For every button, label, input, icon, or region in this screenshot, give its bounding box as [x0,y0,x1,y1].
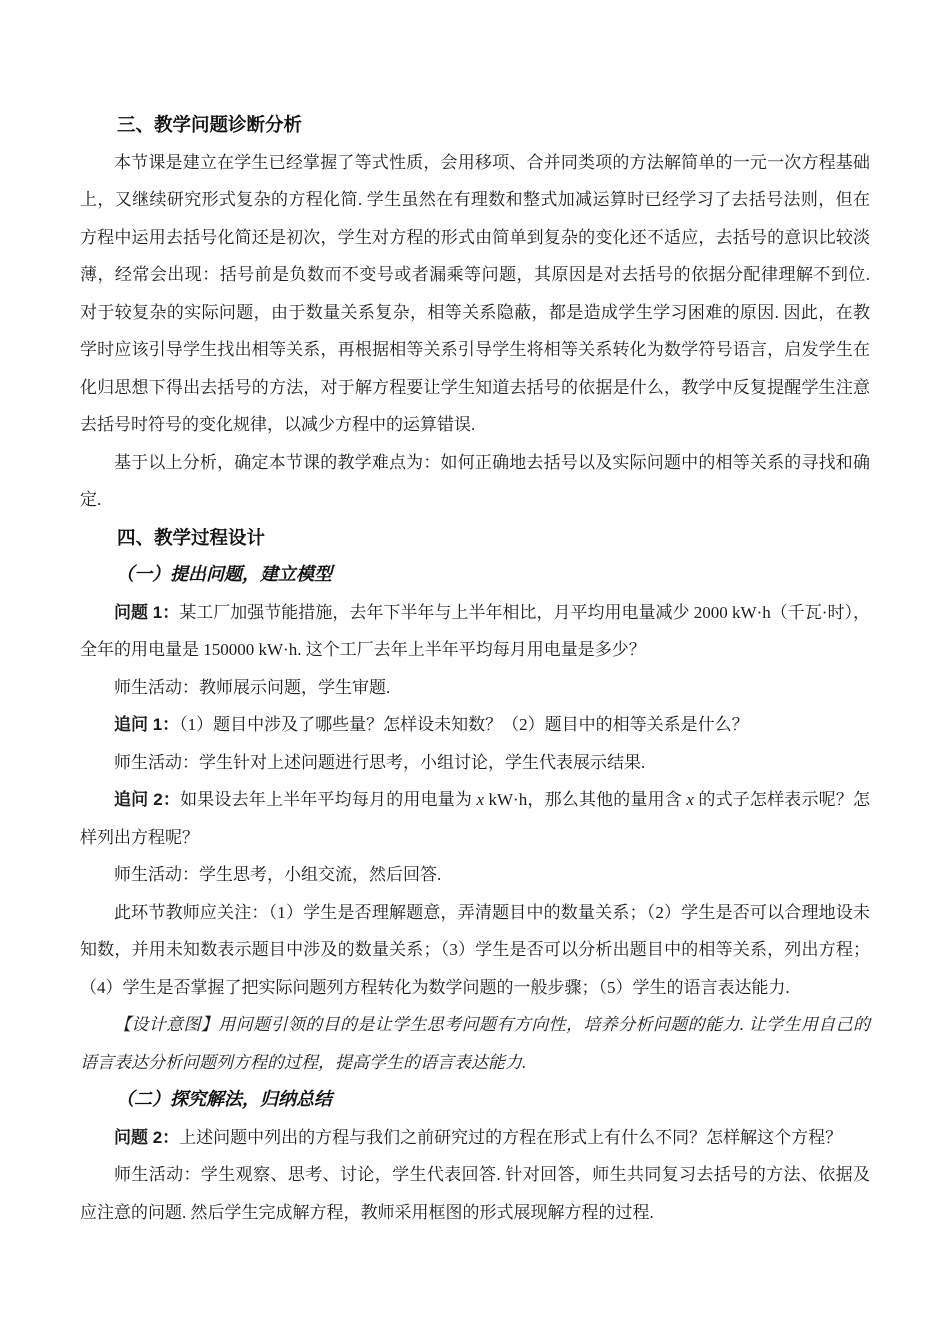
para-teacher-focus-run-0: 此环节教师应关注：（1）学生是否理解题意，弄清题目中的数量关系；（2）学生是否可以合理地设未知数，并用未知数表示题目中涉及的数量关系；（3）学生是否可以分析出题目中的相等关系，列出方程；（4）学生是否掌握了把实际问题列方程转化为数学问题的一般步骤；（5）学生的语言表达能力. [80,902,870,997]
para-teaching-difficulty [80,444,870,519]
para-activity-3-run-0: 师生活动：学生思考，小组交流，然后回答. [114,865,442,884]
para-problem-2-run-0: 问题 2： [114,1127,180,1147]
para-followup-2-run-4: x [686,790,694,809]
para-activity-2 [80,744,870,782]
para-teacher-focus [80,894,870,1007]
para-followup-1-run-0: 追问 1： [114,715,180,734]
para-problem-2 [80,1119,870,1157]
para-activity-1 [80,669,870,707]
heading-section-3 [80,106,870,144]
para-followup-2-run-3: kW·h，那么其他的量用含 [484,790,687,809]
para-activity-3 [80,856,870,894]
para-activity-4 [80,1156,870,1231]
heading-section-3-run-0: 三、教学问题诊断分析 [117,114,303,135]
para-followup-2-run-1: 如果设去年上半年平均每月的用电量为 [180,790,477,809]
para-problem-1-run-0: 问题 1： [114,602,180,622]
para-activity-1-run-0: 师生活动：教师展示问题，学生审题. [114,677,391,697]
para-activity-4-run-0: 师生活动：学生观察、思考、讨论，学生代表回答. 针对回答，师生共同复习去括号的方法、依据及应注意的问题. 然后学生完成解方程，教师采用框图的形式展现解方程的过程. [80,1165,870,1222]
para-followup-1-run-1: （1）题目中涉及了哪些量？怎样设未知数？（2）题目中的相等关系是什么？ [179,715,749,734]
heading-section-4 [80,519,870,557]
para-design-intent-run-0: 【设计意图】用问题引领的目的是让学生思考问题有方向性，培养分析问题的能力. 让学生用自己的语言表达分析问题列方程的过程，提高学生的语言表达能力. [80,1015,870,1072]
para-problem-2-run-1: 上述问题中列出的方程与我们之前研究过的方程在形式上有什么不同？怎样解这个方程？ [179,1127,843,1147]
para-activity-2-run-0: 师生活动：学生针对上述问题进行思考，小组讨论，学生代表展示结果. [114,752,646,772]
para-teaching-difficulty-run-0: 基于以上分析，确定本节课的教学难点为：如何正确地去括号以及实际问题中的相等关系的寻找和确定. [80,452,870,509]
heading-section-4-run-0: 四、教学过程设计 [117,526,266,548]
heading-sub-1 [80,556,870,594]
para-diagnosis-analysis-run-0: 本节课是建立在学生已经掌握了等式性质，会用移项、合并同类项的方法解简单的一元一次方程基础上，又继续研究形式复杂的方程化简. 学生虽然在有理数和整式加减运算时已经学习了去括号法则，但在方程中运用去括号化简还是初次，学生对方程的形式由简单到复杂的变化还不适应，去括号的意识比较淡薄，经常会出现：括号前是负数而不变号或者漏乘等问题，其原因是对去括号的依据分配律理解不到位. 对于较复杂的实际问题，由于数量关系复杂，相等关系隐蔽，都是造成学生学习困难的原因. 因此，在教学时应该引导学生找出相等关系，再根据相等关系引导学生将相等关系转化为数学符号语言，启发学生在化归思想下得出去括号的方法，对于解方程要让学生知道去括号的依据是什么，教学中反复提醒学生注意去括号时符号的变化规律，以减少方程中的运算错误. [80,152,870,434]
para-diagnosis-analysis [80,144,870,444]
para-followup-1 [80,706,870,744]
para-problem-1-run-1: 某工厂加强节能措施，去年下半年与上半年相比，月平均用电量减少 2000 kW·h（千瓦·时），全年的用电量是 150000 kW·h. 这个工厂去年上半年平均每月用电量是多少？ [80,602,870,659]
heading-sub-2 [80,1081,870,1119]
heading-sub-2-run-0: （二）探究解法，归纳总结 [116,1089,332,1109]
para-followup-2-run-2: x [476,790,485,809]
document-body [80,106,870,1231]
para-followup-2-run-5: 的式子怎样表示呢？怎样列出方程呢？ [80,790,870,847]
para-followup-2-run-0: 追问 2： [114,790,181,809]
para-followup-2 [80,781,870,856]
para-design-intent [80,1006,870,1081]
para-problem-1 [80,594,870,669]
heading-sub-1-run-0: （一）提出问题，建立模型 [116,564,332,584]
